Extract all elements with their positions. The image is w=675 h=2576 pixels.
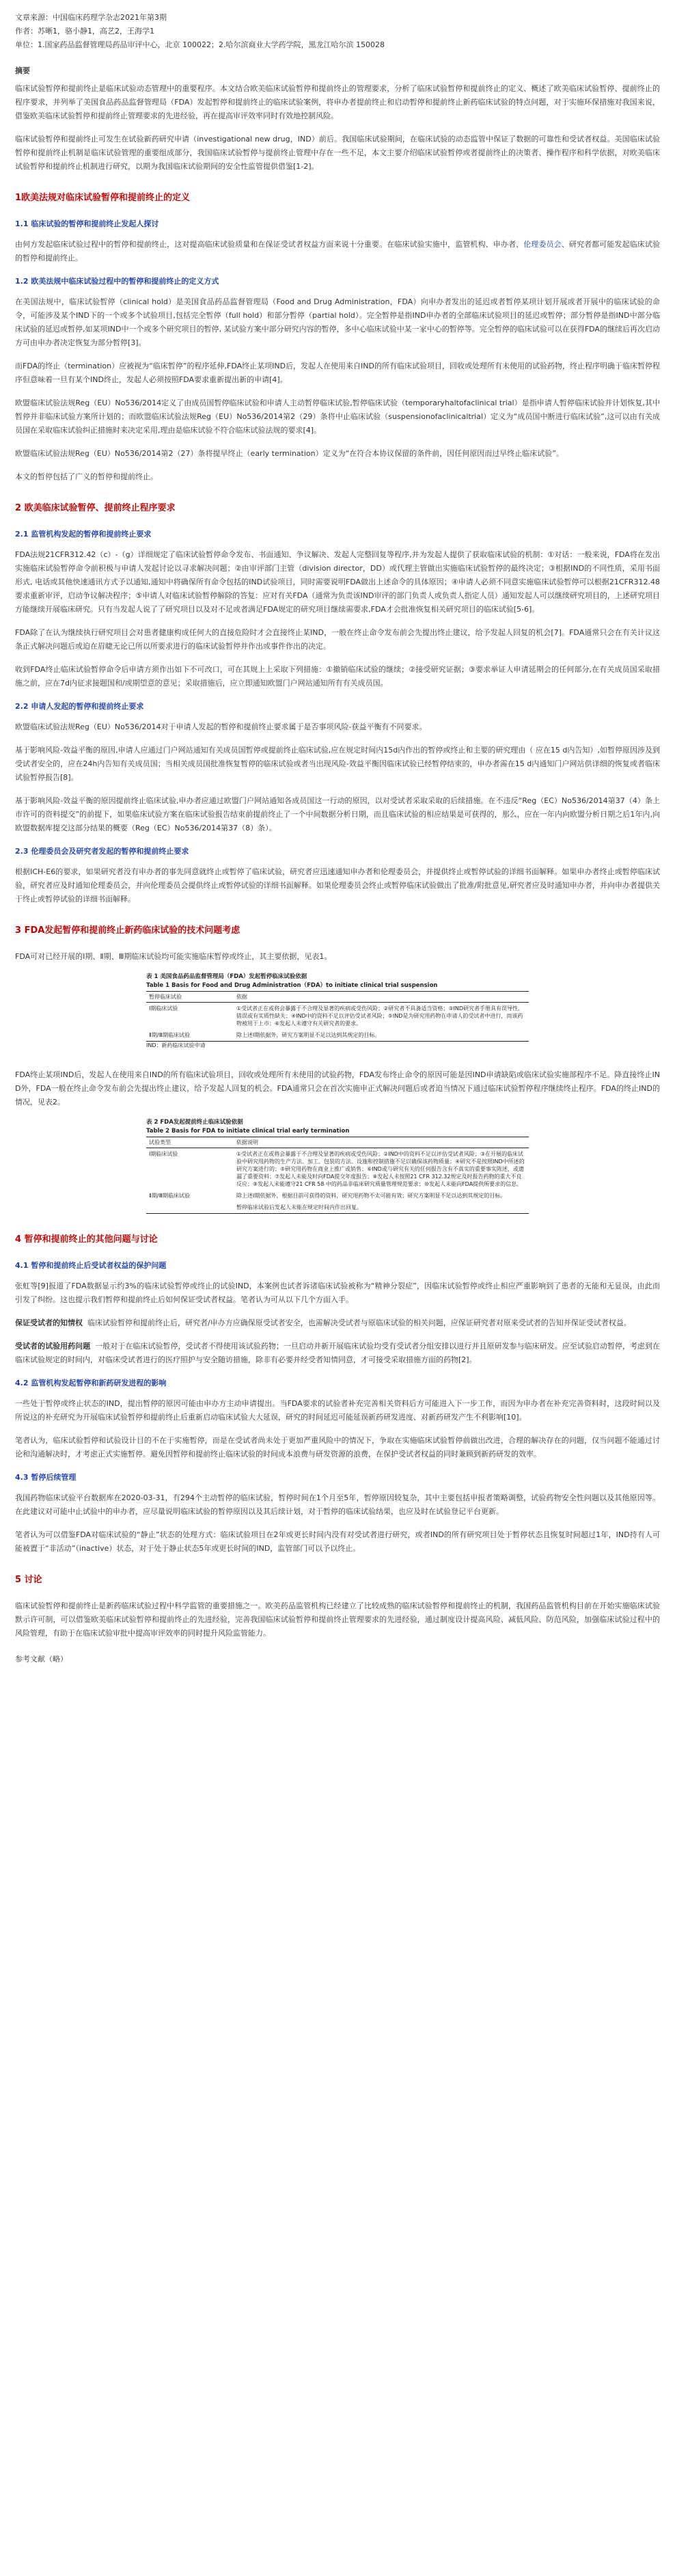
subsection-heading-2-2: 2.2 申请人发起的暂停和提前终止要求 (15, 702, 144, 711)
ethics-committee-link[interactable]: 伦理委员会 (523, 240, 562, 249)
paragraph: 临床试验暂停和提前终止是新药临床试验过程中科学监管的重要措施之一。欧美药品监管机构已经建立了比较成熟的临床试验暂停和提前终止的机制，我国药品监管机构目前在开始实施临床试验默示许可制，可以借鉴欧美临床试验暂停和提前终止的先进经验，完善我国临床试验暂停和提前终止管理要求的先进经验，通过制度设计提高风险、减低风险、防范风险，加强临床试验过程中的风险管理，有助于在临床试验审批中提高审评效率的同时提升风险监管能力。 (15, 1601, 660, 1638)
table-cell: Ⅰ期临床试验 (149, 1005, 178, 1012)
intro-paragraph: 临床试验暂停和提前终止可发生在试验新药研究申请（investigational new drug，IND）前后。我国临床试验期间，在临床试验的动态监管中保证了数据的可靠性和受试者权益。美国临床试验暂停和提前终止机制是临床试验管理的重要组成部分，我国临床试验暂停与提前终止管理中存在一些不足，本文主要介绍临床试验暂停或者提前终止的决策者、操作程序和科学依据，对欧美临床试验暂停和提前终止机制进行研究，以期为我国临床试验期间的安全性监管提供借鉴[1-2]。 (15, 135, 660, 171)
table-row (146, 1029, 529, 1042)
table-2-caption-en: Table 2 Basis for FDA to initiate clinical trial early termination (146, 1128, 350, 1135)
table-cell (146, 1202, 234, 1214)
table-header: 暂停临床试验 (146, 992, 234, 1003)
section-heading-2: 2 欧美临床试验暂停、提前终止程序要求 (15, 503, 176, 513)
table-cell: Ⅱ期/Ⅲ期临床试验 (149, 1193, 191, 1199)
table-1-figure (15, 973, 660, 1049)
subsection-heading-2-3: 2.3 伦理委员会及研究者发起的暂停和提前终止要求 (15, 847, 189, 856)
section-heading-5: 5 讨论 (15, 1575, 42, 1585)
table-row (146, 1003, 529, 1030)
subsection-heading-1-1: 1.1 临床试验的暂停和提前终止发起人探讨 (15, 219, 159, 228)
table-cell: Ⅱ期/Ⅲ期临床试验 (149, 1032, 191, 1038)
paragraph: 本文的暂停包括了广义的暂停和提前终止。 (15, 472, 158, 481)
paragraph: 欧盟临床试验法规Reg（EU）No536/2014第2（27）条将提早终止（early termination）定义为“在符合本协议保留的条件前，因任何原因而过早终止临床试验”。 (15, 449, 564, 458)
table-cell: ①受试者正在或将会暴露于不合理及显著的疾病或受伤风险；②研究者不具备适当资格；③IND研究者手册具有误导性、错误或有实质性缺失；④IND中的资料不足以评估受试者风险；⑤IND是为研究用药物在申请人的受试者中进行，而该药物被用于上市；⑥发起人未遵守有关研究者的要求。 (236, 1005, 524, 1027)
subsection-heading-4-2: 4.2 监管机构发起暂停和新药研发进程的影响 (15, 1379, 167, 1387)
table-1-note: IND：新药临床试验申请 (146, 1042, 206, 1048)
subsection-heading-4-3: 4.3 暂停后续管理 (15, 1473, 77, 1482)
references-label: 参考文献（略） (15, 1655, 68, 1664)
paragraph: 笔者认为可以借鉴FDA对临床试验的“静止”状态的处理方式：临床试验项目在2年或更长时间内没有对受试者进行研究，或者IND的所有研究项目处于暂停状态且恢复时间超过1年，IND持有人可能被置于“非活动”（inactive）状态，对于处于静止状态5年或更长时间的IND，监管部门可以予以终止。 (15, 1530, 660, 1553)
paragraph (15, 1316, 660, 1330)
table-2 (146, 1137, 529, 1214)
paragraph: FDA终止某项IND后，发起人在使用来自IND的所有临床试验项目，回收或处理所有未使用的试验药物，FDA发布终止命令的原因可能是因IND申请缺陷或临床试验实施部程序不足。降直接终止IND外，FDA一般在终止命令发布前会先提出终止建议，给予发起人回复的机会。FDA通常只会在首次实施申正式解决问题后或者迫当情况下通过临床试验暂停程序继续终止程序。FDA的终止IND的情况，见表2。 (15, 1070, 660, 1107)
table-1-caption: 表 1 美国食品药品监督管理局（FDA）发起暂停临床试验依据 (146, 973, 307, 980)
table-header: 依据 (234, 992, 529, 1003)
paragraph: FDA法规21CFR312.42（c）-（g）详细规定了临床试验暂停命令发布、书面通知、争议解决、发起人完整回复等程序,并为发起人提供了获取临床试验的机制：①对话：一般来说，FDA将在发出实施临床试验暂停命令前积极与申请人发起讨论以寻求解决问题；②由审评部门主管（division director，DD）或代理主管做出实施临床试验暂停的最终决定；③根据IND的不同性质，采用书面形式, 电话或其他快速通讯方式予以通知,通知中将确保所有命令包括的IND试验项目，同时需要说明FDA做出上述命令的具体原因；④申请人必须不同意实施临床试验暂停可以根据21CFR312.48要求重新审评，启动争议解决程序；⑤申请人对临床试验暂停解除的答复：应对有关FDA（通常为负责该IND审评的部门负责人或负责人指定人员）通知发起人可以继续研究项目的，上述研究项目方能继续开展临床研究。只有当发起人说了了研究项目以及对不足或者满足FDA规定的研究项目继续需要求,FDA才会批准恢复相关研究项目的临床试验[5-6]。 (15, 550, 660, 614)
source-line: 文章来源：中国临床药理学杂志2021年第3期 (15, 13, 167, 22)
table-cell: ①受试者正在或将会暴露于不合理及显著的疾病或受伤风险；②IND中的资料不足以评估受试者风险；③在开展的临床试验中研究用药物的生产方法、加工、包装的方法、设施和控制措施不足以确保该药物质量；④研究不是按照IND中所述的研究方案进行的；⑤研究用药物在商业上推广或销售；⑥IND或与研究有关的任何报告含有不真实的重要事实陈述，或遗漏了重要资料；⑦发起人未能及时向FDA提交年度报告；⑧发起人未按照21 CFR 312.32规定及时报告药物的重大不良反应；⑨发起人未能遵守21 CFR 58 中的药品非临床研究质量管理规范要求；⑩发起人未能向FDA提供所要求的信息。 (236, 1151, 525, 1187)
section-heading-3: 3 FDA发起暂停和提前终止新药临床试验的技术问题考虑 (15, 925, 240, 936)
text-fragment: 临床试验暂停和提前终止后，研究者/申办方应确保原受试者安全，也需解决受试者与原临床试验的相关问题，应保证研究者对原来受试者的告知并保证受试者权益。 (87, 1318, 631, 1327)
authors-line: 作者：苏晰1，骆小静1，高艺2，王海学1 (15, 27, 154, 36)
paragraph (15, 1340, 660, 1367)
paragraph: 欧盟临床试验法规Reg（EU）No536/2014定义了由成员国暂停临床试验和申请人主动暂停临床试验,暂停临床试验（temporaryhaltofaclinical trial）是指申请人暂停临床试验并计划恢复,其中暂停并非临床试验方案所计划的；而欧盟临床试验法规Reg（EU）No536/2014第2（29）条将中止临床试验（suspensionofaclinicaltrial）定义为“成员国中断进行临床试验”,这可以由有关成员国在采取临床试验纠正措施时来决定采用,理由是临床试验不符合临床试验法规的要求[4]。 (15, 398, 660, 435)
paragraph: FDA除了在认为继续执行研究项目会对患者健康构成任何大的直接危险时才会直接终止某IND，一般在终止命令发布前会先提出终止建议，给予发起人回复的机会[7]。FDA通常只会在有关计议这条正式解决问题后或迫在眉睫无论已所以所要求进行的临床试验暂停并作出或事件作出的决定。 (15, 628, 660, 651)
subsection-heading-4-1: 4.1 暂停和提前终止后受试者权益的保护问题 (15, 1261, 167, 1270)
text-fragment: 由何方发起临床试验过程中的暂停和提前终止，这对提高临床试验质量和在保证受试者权益方面来说十分重要。在临床试验实施中，监管机构、申办者、 (15, 240, 524, 249)
paragraph: 笔者认为，临床试验暂停和试验设计目的不在于实施暂停，而是在受试者尚未处于更加严重风险中的情况下，争取在实施临床试验暂停前做出改进，合理的解决存在的问题，仅当问题不能通过讨论和沟通解决时，才考虑正式实施暂停。避免因暂停和提前终止临床试验的时间成本浪费与研发资源的浪费，在保护受试者权益的同时兼顾到新药研发的效率。 (15, 1436, 660, 1459)
paragraph: 在美国法规中，临床试验暂停（clinical hold）是美国食品药品监督管理局（Food and Drug Administration，FDA）向申办者发出的延迟或者暂停某项计划开展或者开展中的临床试验的命令，可能涉及某个IND下的一个或多个试验项目,包括完全暂停（full hold）和部分暂停（partial hold）。完全暂停是指IND申办者的全部临床试验项目的延迟或暂停；部分暂停是指IND中部分临床试验的延迟或暂停,如某项IND中一个或多个研究项目的暂停, 某试验方案中部分研究内容的暂停，多中心临床试验中某一家中心的暂停等。完全暂停的临床试验可以在获得FDA的继续后再次启动方可由申办者决定恢复为部分暂停[3]。 (15, 297, 660, 347)
inline-label: 受试者的试验用药问题 (15, 1342, 91, 1351)
paragraph: 一些处于暂停或终止状态的IND，提出暂停的原因可能由申办方主动申请提出。当FDA要求的试验者补充完善相关资料后方可能进入下一步工作，而因为申办者在补充完善资料时，这段时间以及所说这的补充研究为开展临床试验暂停和提前终止后重新启动临床试验大大延误，研究的时间延迟可能延误新药研发进度、对新药研发产生不利影响[10]。 (15, 1399, 660, 1422)
paragraph-1-1 (15, 238, 660, 265)
subsection-heading-1-2: 1.2 欧美法规中临床试验过程中的暂停和提前终止的定义方式 (15, 277, 219, 286)
paragraph: FDA可对已经开展的Ⅰ期、Ⅱ期、Ⅲ期临床试验均可能实施临床暂停或终止，其主要依据，见表1。 (15, 952, 332, 961)
table-row (146, 1148, 529, 1191)
paragraph: 基于影响风险-效益平衡的原因,申请人应通过门户网站通知有关成员国暂停或提前终止临床试验,应在规定时间内15d内作出的暂停或终止和主要的研究理由（ 应在15 d内告知）,如暂停原因涉及到受试者安全的，应在24h内告知有关成员国；当相关成员国批准恢复暂停的临床试验或者当出现风险-效益平衡因临床试验已经暂停结束的，申办者需在15 d内通知门户网站供详细的恢复或者临床试验暂停报告[8]。 (15, 746, 660, 782)
affiliation-line: 单位：1.国家药品监督管理局药品审评中心，北京 100022；2.哈尔滨商业大学药学院，黑龙江哈尔滨 150028 (15, 40, 385, 49)
paragraph: 收到FDA终止临床试验暂停命令后申请方须作出如下不可改口，可在其规上上采取下列措施：①撤销临床试验的继续；②接受研究证据；③要求举证人申请延期会的任何部分,在有关成员国采取措施之前，应在7d内征求接题国和/或期望意的意见；采取措施后，应立即通知欧盟门户网站通知所有有关成员国。 (15, 665, 660, 688)
table-1-caption-en: Table 1 Basis for Food and Drug Administration（FDA）to initiate clinical trial suspension (146, 982, 438, 989)
table-cell: 暂停临床试验后发起人未能在规定时间内作出回复。 (236, 1204, 362, 1210)
paragraph: 根据ICH-E6的要求，如果研究者没有申办者的事先同意就终止或暂停了临床试验，研究者应迅速通知申办者和伦理委员会，并提供终止或暂停试验的详细书面解释。如果申办者终止或暂停临床试验，研究者应及时通知伦理委员会，并向伦理委员会提供终止或暂停试验的详细书面解释。如果伦理委员会终止或暂停临床试验做出了批准/附批意见,研究者应及时通知申办者，并向申办者提供关于终止或暂停试验的详细书面解释。 (15, 867, 660, 904)
table-cell: 除上述Ⅰ期依据外，根据目前可获得的资料，研究用药物不太可能有效；研究方案明显不足以达到其规定的目标。 (236, 1193, 506, 1199)
paragraph: 欧盟临床试验法规Reg（EU）No536/2014对于申请人发起的暂停和提前终止要求属于是否事项风险-获益平衡有不同要求。 (15, 722, 427, 731)
paragraph: 而FDA的终止（termination）应被视为“临床暂停”的程序延伸,FDA终止某项IND后，发起人在使用来自IND的所有临床试验项目，回收或处理所有未使用的试验药物，终止程序明确于临床暂停程序但意味着一旦有某个IND终止，发起人必须按照FDA要求重新提出新的申请[4]。 (15, 362, 660, 384)
section-heading-1: 1欧美法规对临床试验暂停和提前终止的定义 (15, 193, 191, 203)
text-fragment: 、研究者都可能发起临床试验的暂停和提前终止。 (15, 240, 661, 262)
table-row (146, 1202, 529, 1214)
table-header: 试验类型 (146, 1137, 234, 1148)
subsection-heading-2-1: 2.1 监管机构发起的暂停和提前终止要求 (15, 530, 152, 539)
paragraph: 我国药物临床试验平台数据库在2020-03-31，有294个主动暂停的临床试验，暂停时间在1个月至5年，暂停原因较复杂，其中主要包括申报者策略调整，试验药物安全性问题以及其他原因等。在此建议对可能中止试验中的申办者，应尽量说明临床试验的暂停原因以及其后续计划，对于暂停的临床试验结果，也应及时在试验登记平台更新。 (15, 1493, 660, 1516)
table-header: 依据说明 (234, 1137, 529, 1148)
inline-label: 保证受试者的知情权 (15, 1318, 83, 1327)
table-2-caption: 表 2 FDA发起提前终止临床试验依据 (146, 1119, 243, 1126)
section-heading-4: 4 暂停和提前终止的其他问题与讨论 (15, 1234, 158, 1245)
table-row (146, 1190, 529, 1202)
abstract-label: 摘要 (15, 66, 30, 75)
table-1 (146, 991, 529, 1042)
table-cell: 除上述Ⅰ期依据外，研究方案明显不足以达到其规定的目标。 (236, 1032, 381, 1038)
paragraph: 张虹等[9]报道了FDA数据显示约3%的临床试验暂停或终止的试验IND，本案例也试者诉诸临床试验被称为“精神分裂症”，因临床试验暂停或终止相应严重影响到了患者的无能和无显误，由此而引发了纠纷。这也提示我们暂停和提前终止后如何保证受试者权益。笔者认为可从以下几个方面入手。 (15, 1282, 660, 1304)
paragraph: 基于影响风险-效益平衡的原因提前终止临床试验,申办者应通过欧盟门户网站通知各成员国这一行动的原因，以对受试者采取采取的后续措施。在不违反“Reg（EC）No536/2014第37（4）条上市许可的资料提交”的前提下，如果临床试验方案在临床试验报告结束前提前终止了一个中间数据分析日期，而且临床试验的相应结果是可获得的，那么，应在一年内向欧盟分析日期之后1年内,向欧盟数据库提交这部分结果的概要（Reg（EC）No536/2014第37（8）条）。 (15, 796, 660, 832)
table-2-figure (15, 1119, 660, 1214)
table-cell: Ⅰ期临床试验 (149, 1151, 178, 1157)
text-fragment: 一般对于在临床试验暂停，受试者不得使用该试验药物；一旦启动并新开展临床试验均受有受试者分组安排以进行并且原研发参与临床研发。应至试验启动暂停，考虑到在临床试验规定的时间内，对临床受试者进行的医疗照护与安全随访措施，除非有必要并经受者知情同意，才可接受采取措施方面的药物[2]。 (15, 1342, 660, 1364)
abstract-paragraph: 临床试验暂停和提前终止是临床试验动态管理中的重要程序。本文结合欧美临床试验暂停和提前终止的管理要求，分析了临床试验暂停和提前终止的定义、概述了欧美临床试验暂停、提前终止的程序要求，并列举了美国食品药品监督管理局（FDA）发起暂停和提前终止的临床试验案例，将申办者提前终止和启动暂停和提前终止新药临床试验的特点问题，对于实施环保措施对我国来说，借鉴欧美临床试验暂停和提前终止管理要求的先进经验，再在提高审评效率同时有效地控制风险。 (15, 84, 660, 120)
